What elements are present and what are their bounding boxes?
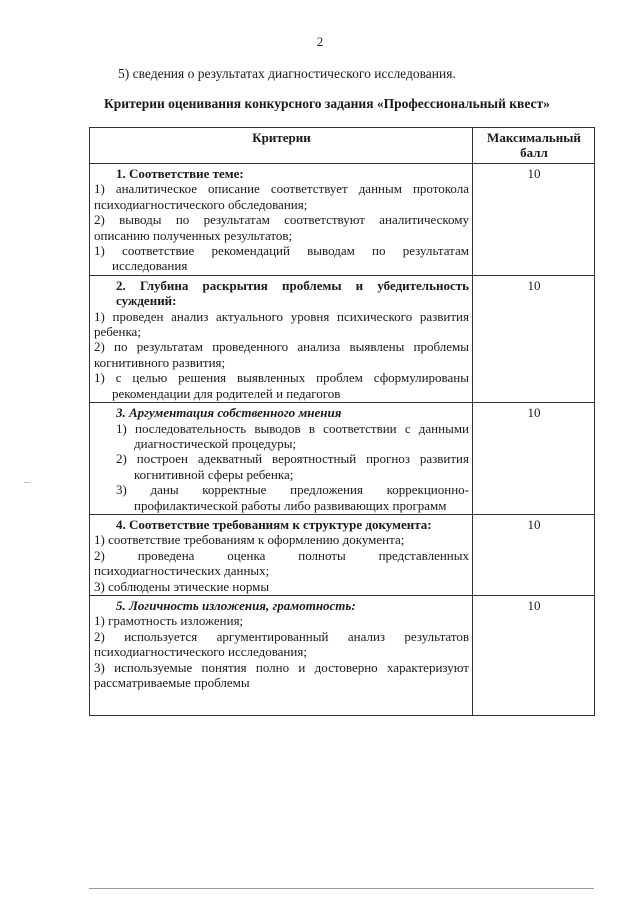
criterion-heading: 2. Глубина раскрытия проблемы и убедительность суждений:	[116, 277, 469, 309]
criterion-heading: 4. Соответствие требованиям к структуре документа:	[116, 516, 432, 532]
header-criteria: Критерии	[90, 128, 473, 164]
margin-mark	[24, 482, 30, 483]
header-max-line2: балл	[520, 145, 548, 160]
page-number: 2	[316, 34, 324, 49]
criteria-table	[89, 127, 595, 716]
intro-list-item: 5) сведения о результатах диагностического исследования.	[118, 66, 456, 81]
score-cell: 10	[473, 275, 595, 402]
criterion-line: 1) соответствие рекомендаций выводам по результатам исследования	[94, 243, 469, 274]
table-row	[90, 403, 595, 515]
criterion-line: 1) проведен анализ актуального уровня психического развития ребенка;	[94, 308, 469, 340]
score-cell: 10	[473, 514, 595, 595]
criterion-heading: 3. Аргументация собственного мнения	[116, 405, 342, 421]
table-row	[90, 595, 595, 715]
table-row	[90, 164, 595, 276]
criterion-line: 1) аналитическое описание соответствует данным протокола психодиагностического обследования;	[94, 181, 469, 212]
criterion-cell	[90, 514, 473, 595]
criterion-line: 1) грамотность изложения;	[94, 613, 244, 629]
criterion-line: 1) соответствие требованиям к оформлению документа;	[94, 532, 405, 548]
criterion-heading: 1. Соответствие теме:	[116, 166, 244, 181]
table-row	[90, 514, 595, 595]
header-max-score	[473, 128, 595, 164]
table-row	[90, 275, 595, 402]
criterion-line: 2) проведена оценка полноты представленных психодиагностических данных;	[94, 547, 469, 579]
score-cell: 10	[473, 595, 595, 715]
section-title: Критерии оценивания конкурсного задания «Профессиональный квест»	[104, 96, 550, 111]
page-bottom-rule	[89, 888, 594, 889]
table-header-row	[90, 128, 595, 164]
criterion-line: 1) с целью решения выявленных проблем сформулированы рекомендации для родителей и педагогов	[94, 370, 469, 401]
criterion-line: 2) по результатам проведенного анализа выявлены проблемы когнитивного развития;	[94, 339, 469, 370]
score-cell: 10	[473, 164, 595, 276]
criterion-cell	[90, 403, 473, 515]
header-max-line1: Максимальный	[487, 130, 581, 145]
criterion-line: 3) используемые понятия полно и достоверно характеризуют рассматриваемые проблемы	[94, 659, 469, 690]
criterion-cell	[90, 164, 473, 276]
criterion-line: 2) используется аргументированный анализ результатов психодиагностического исследования;	[94, 628, 469, 660]
criterion-heading: 5. Логичность изложения, грамотность:	[116, 597, 356, 613]
criterion-cell	[90, 595, 473, 715]
criterion-line: 2) построен адекватный вероятностный прогноз развития когнитивной сферы ребенка;	[116, 451, 469, 482]
criterion-line: 2) выводы по результатам соответствуют аналитическому описанию полученных результатов;	[94, 212, 469, 243]
score-cell: 10	[473, 403, 595, 515]
criterion-line: 3) даны корректные предложения коррекционно-профилактической работы либо развивающих программ	[116, 482, 469, 513]
criterion-cell	[90, 275, 473, 402]
criterion-line: 1) последовательность выводов в соответствии с данными диагностической процедуры;	[116, 420, 469, 451]
criterion-line: 3) соблюдены этические нормы	[94, 578, 270, 594]
